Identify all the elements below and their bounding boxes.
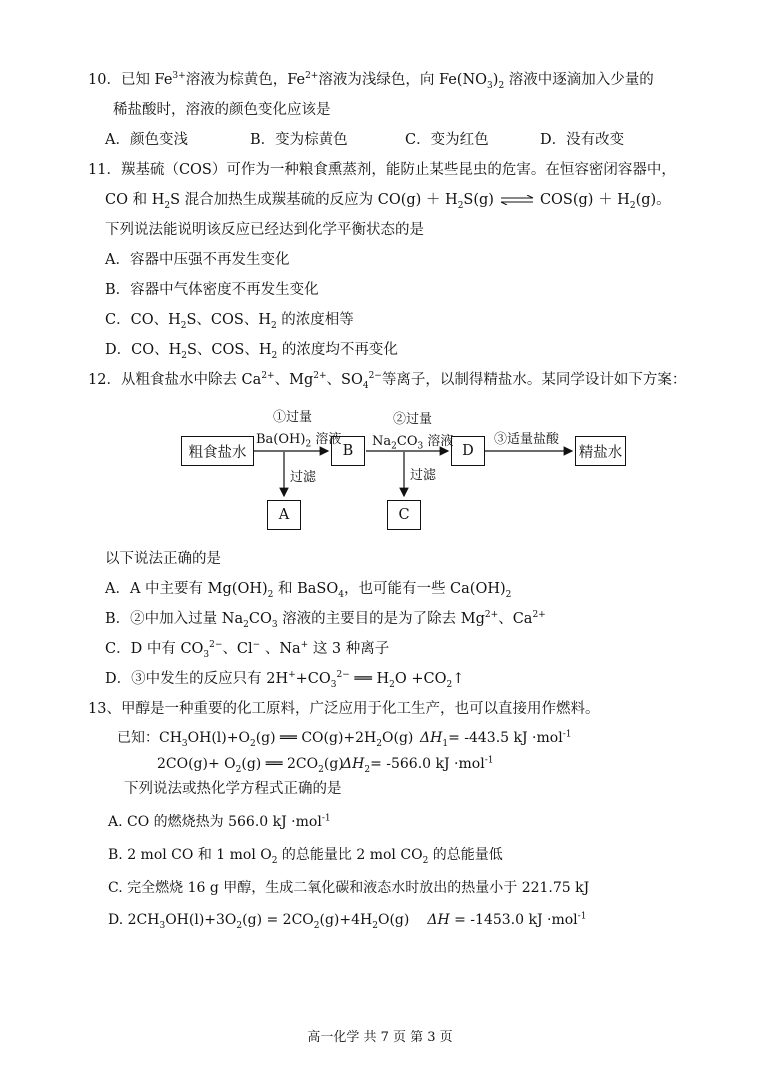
q13-option-d: D. $2CH_3OH(l)+3O_2(g) = 2CO_2(g)+4H_2O(g) \Delta H = -1453.0$ kJ ·mol$^{-1}$ — [108, 911, 587, 931]
box-c: C — [387, 500, 421, 530]
q12-number: 12． — [88, 372, 121, 388]
q10-line1: 10．已知 $Fe^{3+}$溶液为棕黄色，$Fe^{2+}$溶液为浅绿色，向 $Fe(NO_3)_2$ 溶液中逐滴加入少量的 — [88, 71, 654, 91]
box-b: B — [331, 436, 365, 466]
q10-option-d: D．没有改变 — [540, 132, 625, 148]
q13-number: 13、 — [88, 701, 121, 717]
q12-option-a: A．A 中主要有 $Mg(OH)_2$ 和 BaSO$_4$，也可能有一些 $Ca(OH)_2$ — [105, 581, 512, 600]
q13-option-b: B. 2 mol CO 和 1 mol $O_2$ 的总能量比 2 mol $CO_2$ 的总能量低 — [108, 847, 503, 866]
q10-option-c: C．变为红色 — [405, 132, 489, 148]
q12-option-c: C．D 中有 $CO_3^{2-}$、Cl− 、Na+ 这 3 种离子 — [105, 640, 390, 660]
box-refined-brine: 精盐水 — [575, 436, 626, 466]
q11-number: 11． — [88, 162, 121, 178]
q12-line1: 12．从粗食盐水中除去 $Ca^{2+}$、$Mg^{2+}$、$SO_4^{2-}$等离子，以制得精盐水。某同学设计如下方案： — [88, 371, 687, 391]
q12-prompt: 以下说法正确的是 — [105, 551, 221, 567]
q13-enthalpy-2: $\Delta H_2= -566.0$ kJ ·mol$^{-1}$ — [342, 755, 494, 775]
q11-option-d: D．CO、$H_2S$、COS、$H_2$ 的浓度均不再变化 — [105, 342, 398, 361]
box-d: D — [451, 436, 485, 466]
filter1-label: 过滤 — [290, 470, 317, 485]
q11-prompt: 下列说法能说明该反应已经达到化学平衡状态的是 — [105, 222, 424, 238]
q11-option-c: C．CO、$H_2S$、COS、$H_2$ 的浓度相等 — [105, 312, 354, 331]
q11-line1: 11．羰基硫（COS）可作为一种粮食熏蒸剂，能防止某些昆虫的危害。在恒容密闭容器中， — [88, 162, 676, 178]
q10-number: 10． — [88, 72, 121, 88]
q10-option-b: B．变为棕黄色 — [250, 132, 348, 148]
box-crude-brine: 粗食盐水 — [181, 436, 254, 466]
filter2-label: 过滤 — [410, 468, 437, 483]
q13-enthalpy-1: $\Delta H_1= -443.5$ kJ ·mol$^{-1}$ — [420, 729, 572, 749]
q10-option-a: A．颜色变浅 — [105, 132, 188, 148]
q12-option-d: D．③中发生的反应只有 $2H^++CO_3^{2-}$ ══ $H_2O$ $+CO_2↑$ — [105, 670, 465, 690]
q11-option-a: A．容器中压强不再发生变化 — [105, 252, 290, 268]
step1-label: ①过量 — [273, 410, 313, 425]
q10-line2: 稀盐酸时，溶液的颜色变化应该是 — [113, 102, 331, 118]
box-a: A — [267, 500, 301, 530]
q13-option-a: A. CO 的燃烧热为 566.0 kJ ·mol$^{-1}$ — [108, 813, 331, 830]
q13-prompt: 下列说法或热化学方程式正确的是 — [124, 781, 342, 797]
step1-reagent: $Ba(OH)_2$ 溶液 — [256, 432, 342, 450]
q13-equation-1: 已知：$CH_3OH(l)+O_2(g)$ ══ $CO(g)+2H_2O(g)$ — [117, 730, 414, 749]
step2-reagent: $Na_2CO_3$ 溶液 — [372, 434, 454, 452]
q13-equation-2: $2CO(g)+ O_2(g)$ ══ $2CO_2(g)$ — [157, 756, 344, 775]
step3-label: ③适量盐酸 — [494, 432, 560, 447]
q13-line1: 13、甲醇是一种重要的化工原料，广泛应用于化工生产，也可以直接用作燃料。 — [88, 701, 600, 717]
q12-option-b: B．②中加入过量 $Na_2CO_3$ 溶液的主要目的是为了除去 $Mg^{2+}$、$Ca^{2+}$ — [105, 610, 546, 630]
page-footer: 高一化学 共 7 页 第 3 页 — [307, 1030, 453, 1045]
q13-option-c: C. 完全燃烧 16 g 甲醇，生成二氧化碳和液态水时放出的热量小于 221.75 kJ — [108, 880, 590, 896]
q11-option-b: B．容器中气体密度不再发生变化 — [105, 282, 319, 298]
step2-label: ②过量 — [393, 412, 433, 427]
q11-line2: CO 和 $H_2S$ 混合加热生成羰基硫的反应为 $CO(g) + H_2S(g) COS(g) + H_2(g)$。 — [105, 192, 671, 211]
